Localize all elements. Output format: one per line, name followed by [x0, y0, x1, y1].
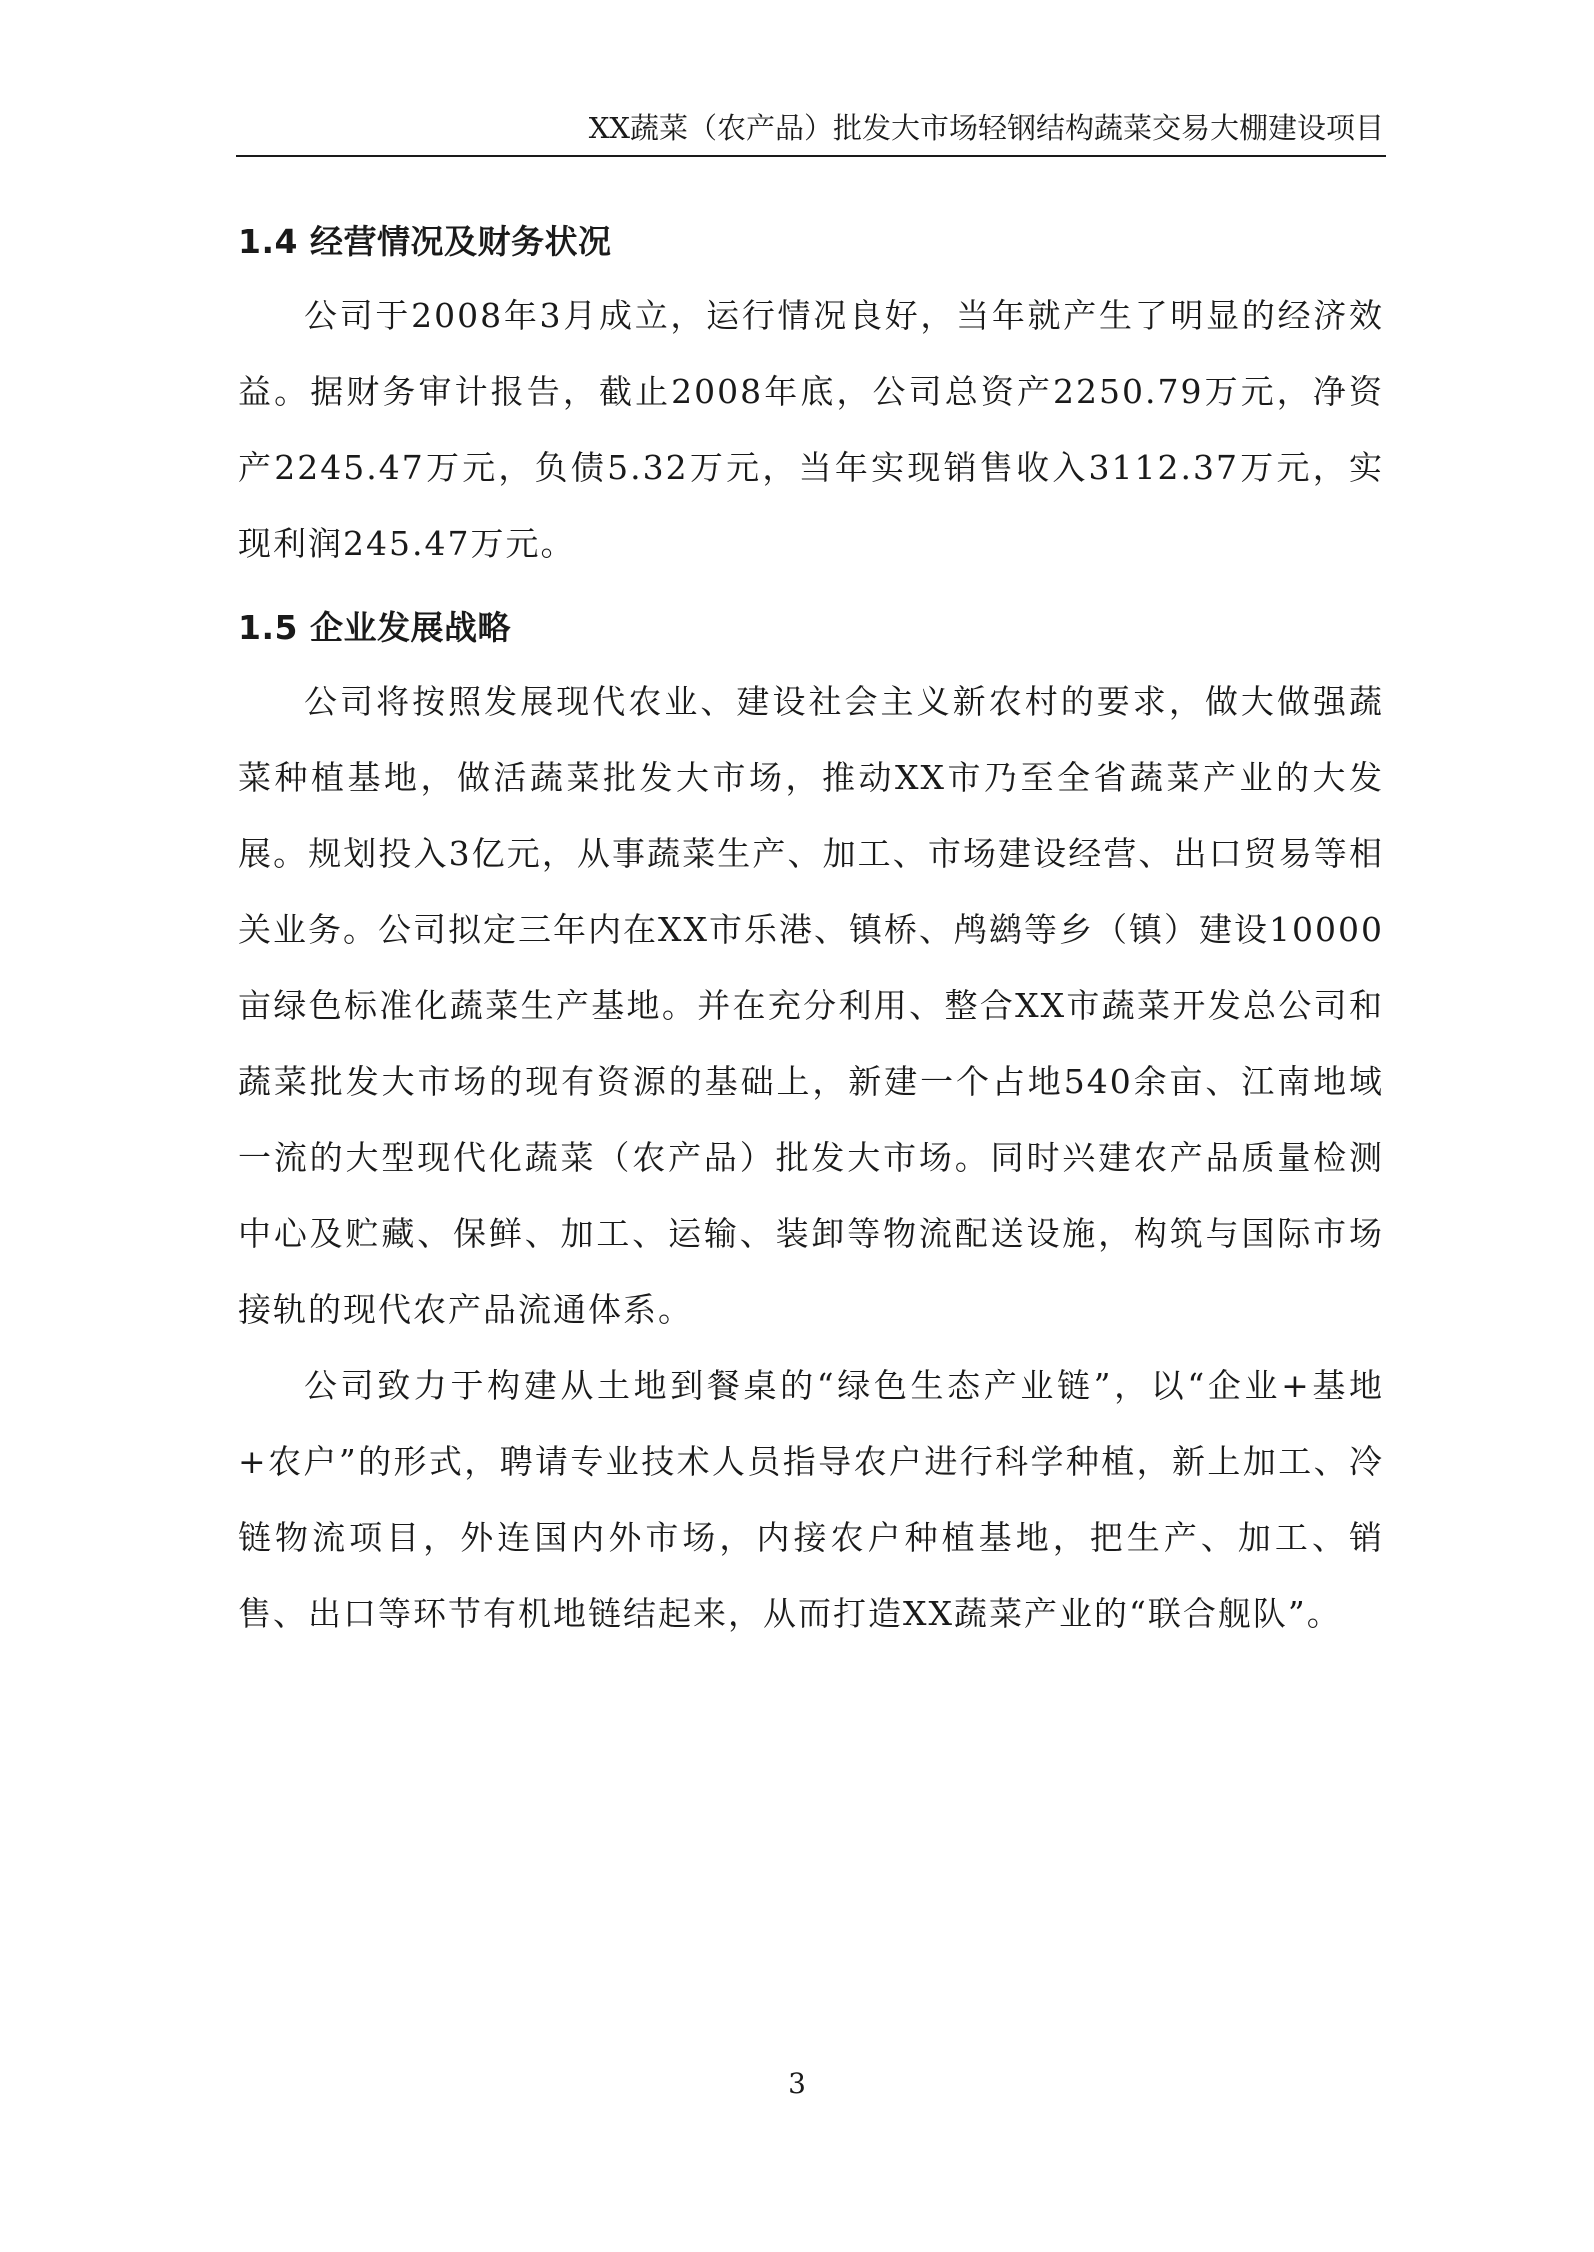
document-body: [238, 206, 1384, 1652]
paragraph-strategy-1: 公司将按照发展现代农业、建设社会主义新农村的要求，做大做强蔬菜种植基地，做活蔬菜批发大市场，推动XX市乃至全省蔬菜产业的大发展。规划投入3亿元，从事蔬菜生产、加工、市场建设经营、出口贸易等相关业务。公司拟定三年内在XX市乐港、镇桥、鸬鹚等乡（镇）建设10000亩绿色标准化蔬菜生产基地。并在充分利用、整合XX市蔬菜开发总公司和蔬菜批发大市场的现有资源的基础上，新建一个占地540余亩、江南地域一流的大型现代化蔬菜（农产品）批发大市场。同时兴建农产品质量检测中心及贮藏、保鲜、加工、运输、装卸等物流配送设施，构筑与国际市场接轨的现代农产品流通体系。: [238, 682, 1384, 1329]
header-rule: [236, 155, 1386, 157]
paragraph-strategy-2: 公司致力于构建从土地到餐桌的“绿色生态产业链”，以“企业+基地+农户”的形式，聘请专业技术人员指导农户进行科学种植，新上加工、冷链物流项目，外连国内外市场，内接农户种植基地，把生产、加工、销售、出口等环节有机地链结起来，从而打造XX蔬菜产业的“联合舰队”。: [238, 1366, 1384, 1633]
running-header: XX蔬菜（农产品）批发大市场轻钢结构蔬菜交易大棚建设项目: [588, 111, 1384, 145]
paragraph-finance: 公司于2008年3月成立，运行情况良好，当年就产生了明显的经济效益。据财务审计报告，截止2008年底，公司总资产2250.79万元，净资产2245.47万元，负债5.32万元，当年实现销售收入3112.37万元，实现利润245.47万元。: [238, 296, 1384, 563]
page-number: 3: [788, 2067, 806, 2100]
section-heading-strategy: 1.5 企业发展战略: [238, 608, 511, 647]
section-heading-finance: 1.4 经营情况及财务状况: [238, 222, 612, 261]
